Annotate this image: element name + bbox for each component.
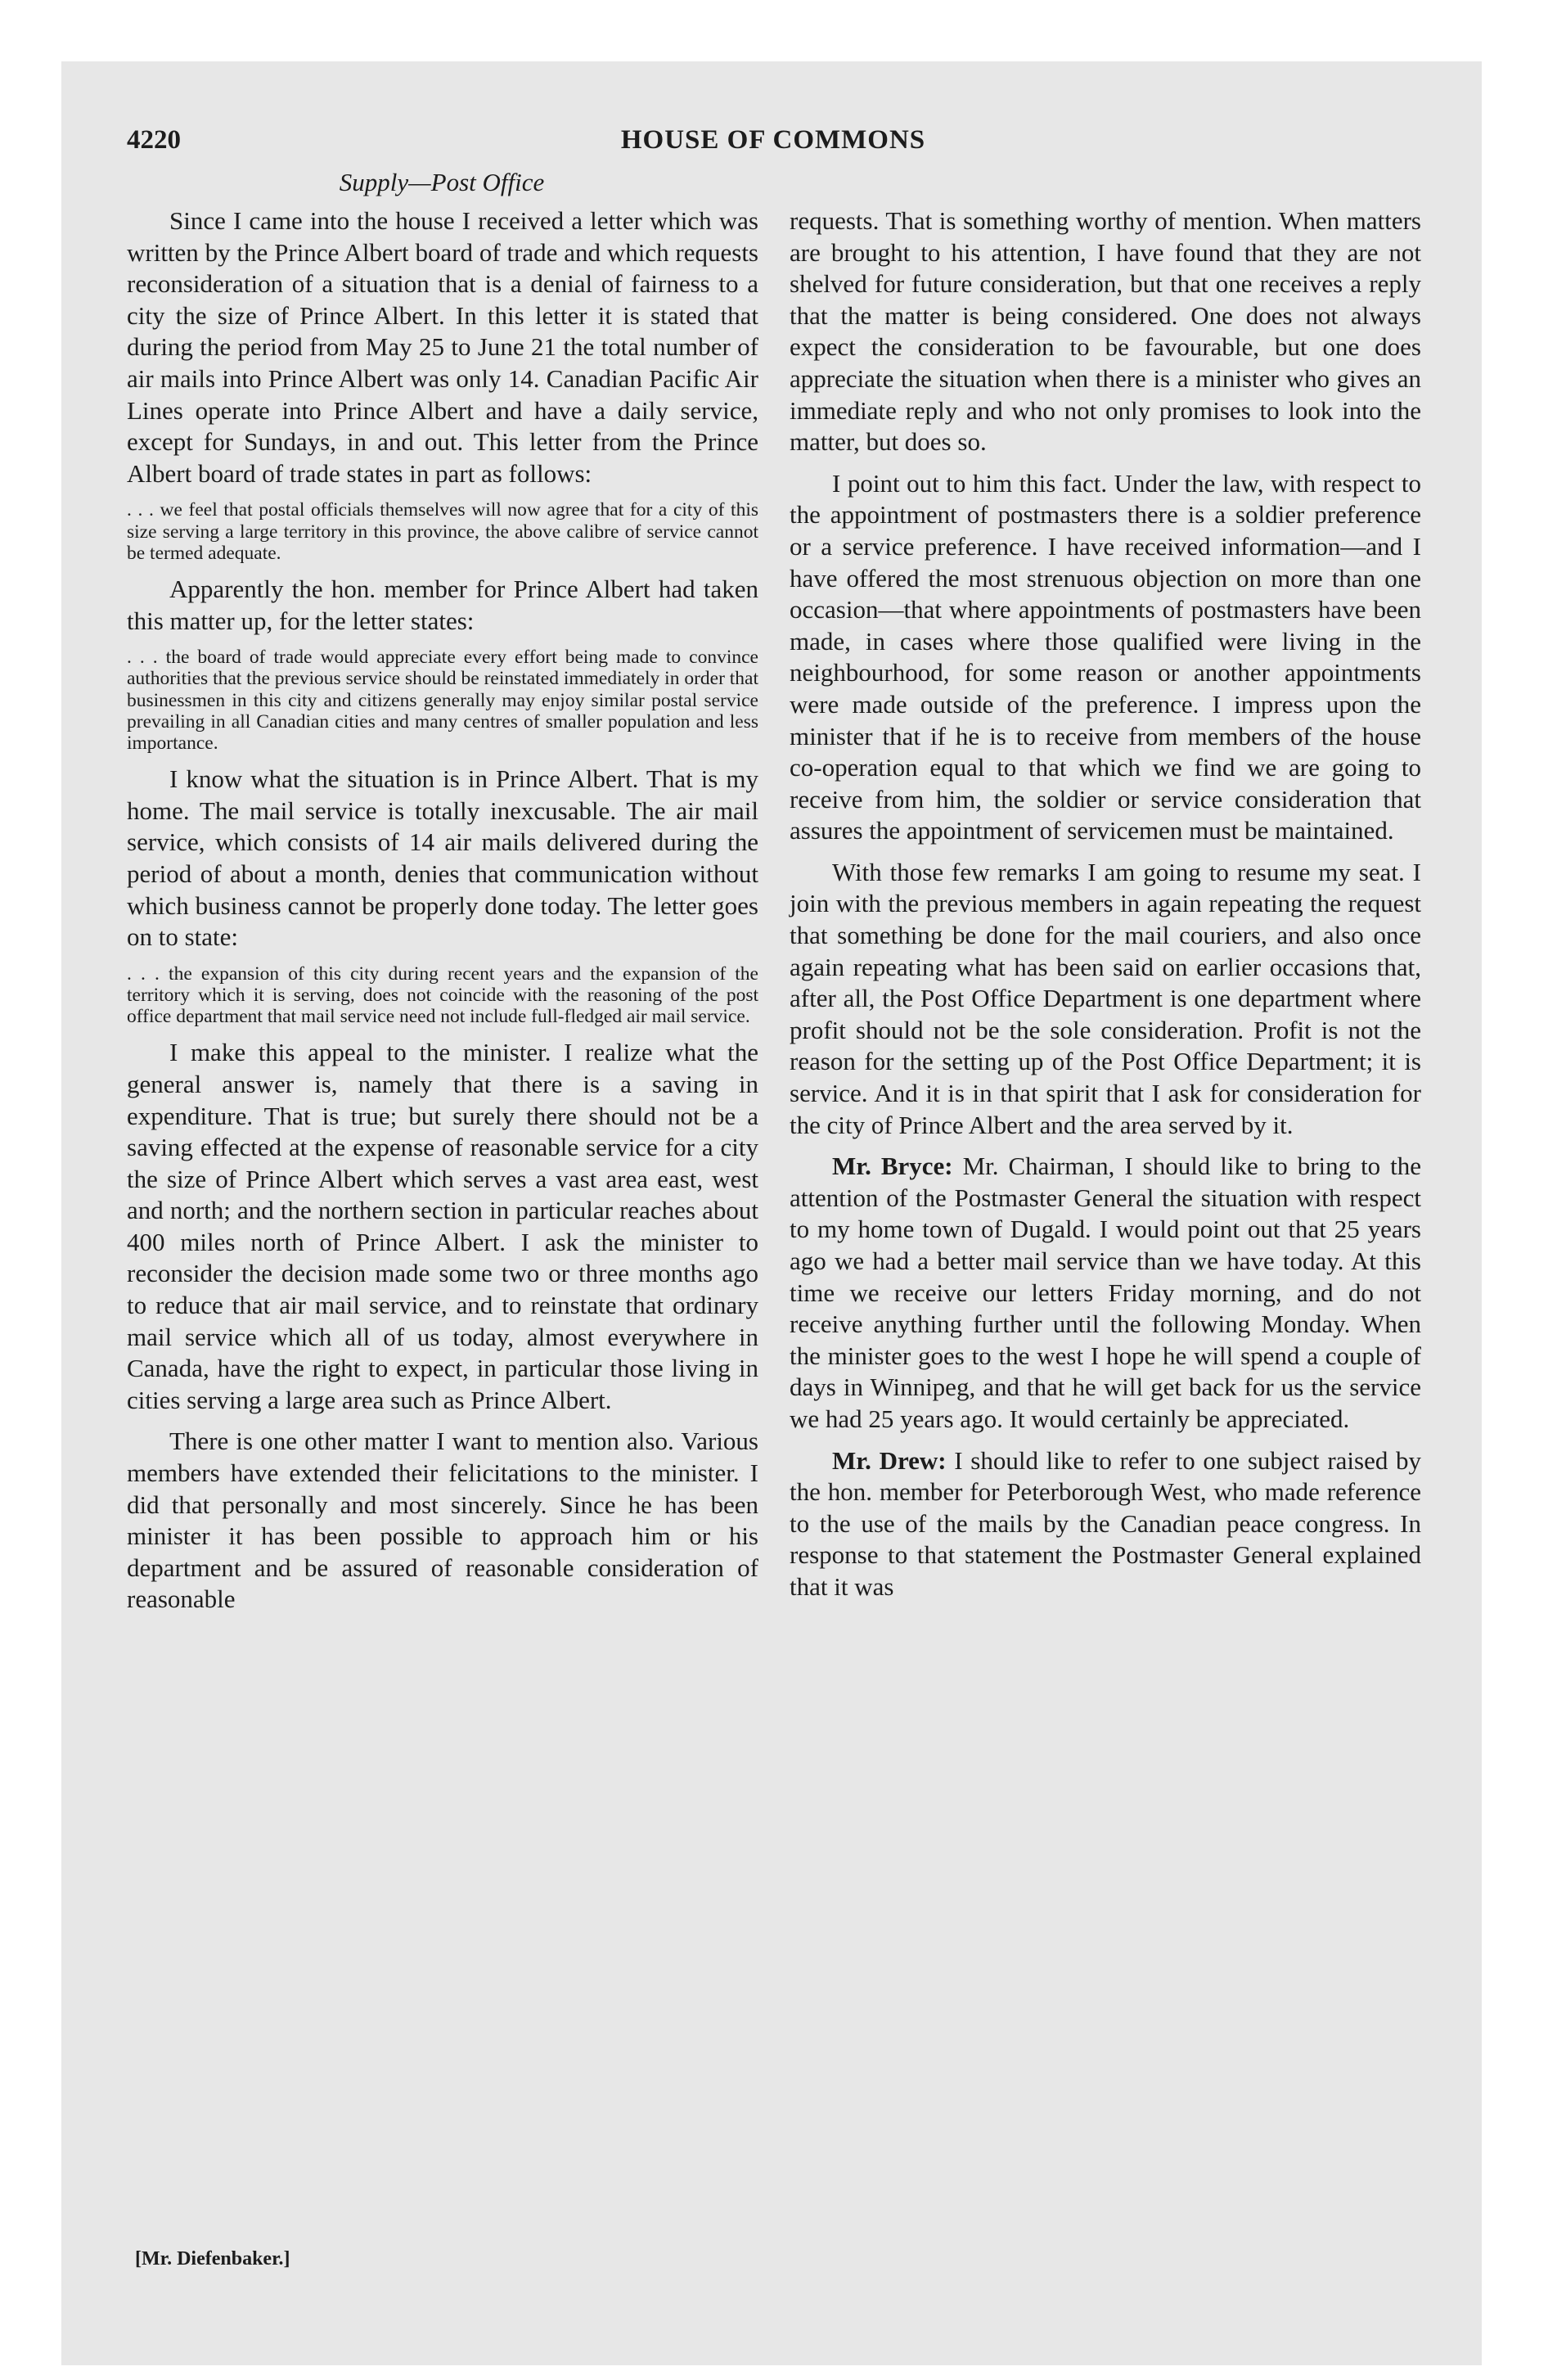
paragraph-text: I point out to him this fact. Under the law, with respect to the appointment of postmasters there is a soldier preference or a service preference. I have received information—and I have offered the most strenuous objection on more than one occasion—that where appointments of postmasters have been made, in cases where those qualified were living in the neighbourhood, for some reason or another appointments were made outside of the preference. I impress upon the minister that if he is to receive from members of the house co-operation equal to that which we find we are going to receive from him, the soldier or service consideration that assures the appointment of servicemen must be maintained. — [790, 468, 1421, 845]
speaker-footer: [Mr. Diefenbaker.] — [135, 2248, 290, 2270]
speaker-name: Mr. Bryce: — [832, 1152, 953, 1181]
document-page — [61, 61, 1482, 2365]
speaker-name: Mr. Drew: — [832, 1445, 947, 1475]
paragraph-text: . . . we feel that postal officials themselves will now agree that for a city of this size serving a large territory in this province, the above calibre of service cannot be termed adequate. — [127, 499, 758, 564]
paragraph-text: With those few remarks I am going to resume my seat. I join with the previous members in again repeating the request that something be done for the mail couriers, and also once again repeating what has been said on earlier occasions that, after all, the Post Office Department is one department where profit should not be the sole consideration. Profit is not the reason for the setting up of the Post Office Department; it is service. And it is in that spirit that I ask for consideration for the city of Prince Albert and the area served by it. — [790, 857, 1421, 1139]
paragraph-text: I make this appeal to the minister. I realize what the general answer is, namely that there is a saving in expenditure. That is true; but surely there should not be a saving effected at the expense of reasonable service for a city the size of Prince Albert which serves a vast area east, west and north; and the northern section in particular reaches about 400 miles north of Prince Albert. I ask the minister to reconsider the decision made some two or three months ago to reduce that air mail service, and to reinstate that ordinary mail service which all of us today, almost everywhere in Canada, have the right to expect, in particular those living in cities serving a large area such as Prince Albert. — [127, 1038, 758, 1414]
left-column — [127, 205, 758, 1625]
running-title: HOUSE OF COMMONS — [620, 125, 926, 155]
paragraph — [790, 468, 1421, 847]
paragraph — [127, 1426, 758, 1616]
paragraph-text: Since I came into the house I received a letter which was written by the Prince Albert board of trade and which requests reconsideration of a situation that is a denial of fairness to a city the size of Prince Albert. In this letter it is stated that during the period from May 25 to June 21 the total number of air mails into Prince Albert was only 14. Canadian Pacific Air Lines operate into Prince Albert and have a daily service, except for Sundays, in and out. This letter from the Prince Albert board of trade states in part as follows: — [127, 206, 758, 488]
paragraph — [127, 574, 758, 637]
paragraph — [790, 1151, 1421, 1435]
paragraph — [790, 1445, 1421, 1603]
paragraph — [127, 764, 758, 953]
paragraph — [790, 857, 1421, 1141]
paragraph-text: There is one other matter I want to mention also. Various members have extended their felicitations to the minister. I did that personally and most sincerely. Since he has been minister it has been possible to approach him or his department and be assured of reasonable consideration of reasonable — [127, 1427, 758, 1614]
quoted-passage — [127, 963, 758, 1028]
paragraph — [127, 205, 758, 489]
paragraph-text: I know what the situation is in Prince Albert. That is my home. The mail service is totally inexcusable. The air mail service, which consists of 14 air mails delivered during the period of about a month, denies that communication without which business cannot be properly done today. The letter goes on to state: — [127, 764, 758, 952]
paragraph — [790, 205, 1421, 458]
paragraph — [127, 1037, 758, 1416]
quoted-passage — [127, 499, 758, 564]
quoted-passage — [127, 647, 758, 754]
page-number: 4220 — [127, 125, 181, 155]
paragraph-text: Apparently the hon. member for Prince Albert had taken this matter up, for the letter states: — [127, 574, 758, 635]
paragraph-text: . . . the expansion of this city during recent years and the expansion of the territory which it is serving, does not coincide with the reasoning of the post office department that mail service need not include full-fledged air mail service. — [127, 962, 758, 1028]
paragraph-text: . . . the board of trade would appreciate every effort being made to convince authorities that the previous service should be reinstated immediately in order that businessmen in this city and citizens generally may enjoy similar postal service prevailing in all Canadian cities and many centres of smaller population and less importance. — [127, 647, 759, 754]
paragraph-text: I should like to refer to one subject raised by the hon. member for Peterborough West, who made reference to the use of the mails by the Canadian peace congress. In response to that statement the Postmaster General explained that it was — [790, 1445, 1421, 1601]
section-subtitle: Supply—Post Office — [339, 168, 545, 196]
paragraph-text: requests. That is something worthy of mention. When matters are brought to his attention, I have found that they are not shelved for future consideration, but that one receives a reply that the matter is being considered. One does not always expect the consideration to be favourable, but one does appreciate the situation when there is a minister who gives an immediate reply and who not only promises to look into the matter, but does so. — [790, 206, 1421, 457]
page-header — [127, 125, 1420, 161]
paragraph-text: Mr. Chairman, I should like to bring to the attention of the Postmaster General the situation with respect to my home town of Dugald. I would point out that 25 years ago we had a better mail service than we have today. At this time we receive our letters Friday morning, and do not receive anything further until the following Monday. When the minister goes to the west I hope he will spend a couple of days in Winnipeg, and that he will get back for us the service we had 25 years ago. It would certainly be appreciated. — [790, 1152, 1421, 1433]
right-column — [790, 205, 1421, 1613]
